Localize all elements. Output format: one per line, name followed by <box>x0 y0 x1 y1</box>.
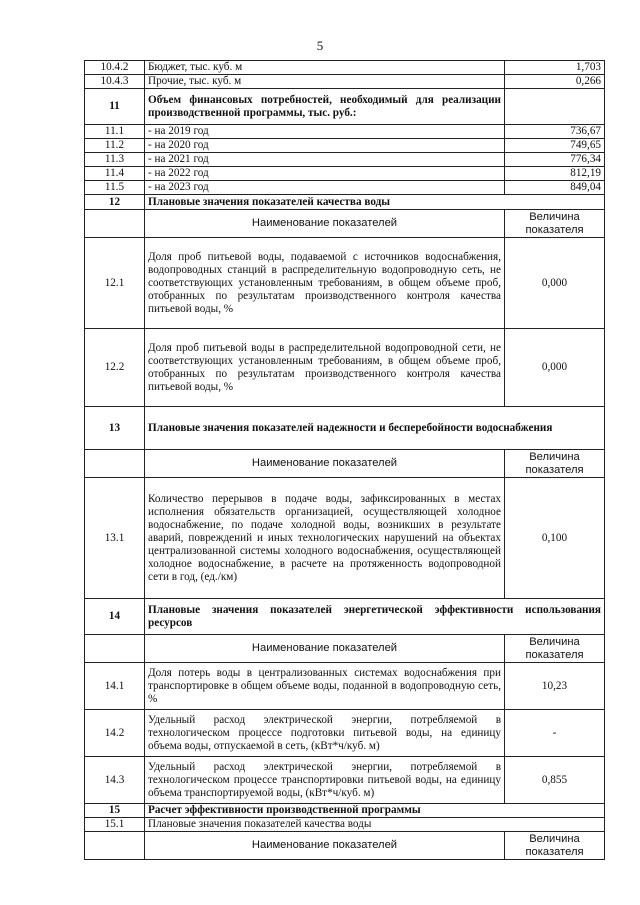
table-row <box>85 710 605 757</box>
table-row <box>85 125 605 139</box>
row-label: Плановые значения показателей качества воды <box>145 818 605 832</box>
column-header-row <box>85 635 605 663</box>
row-value: 849,04 <box>505 181 605 195</box>
column-header-name: Наименование показателей <box>145 635 505 663</box>
section-header-row <box>85 804 605 818</box>
section-number: 15 <box>85 804 145 818</box>
row-number: 11.1 <box>85 125 145 139</box>
row-value: 0,100 <box>505 478 605 599</box>
column-header-value: Величина показателя <box>505 635 605 663</box>
row-value: 1,703 <box>505 61 605 75</box>
row-label: - на 2020 год <box>145 139 505 153</box>
row-number: 15.1 <box>85 818 145 832</box>
table-row <box>85 153 605 167</box>
empty-cell <box>85 832 145 860</box>
indicators-table <box>84 60 605 860</box>
row-number: 14.1 <box>85 663 145 710</box>
page-number: 5 <box>316 38 324 53</box>
section-header-row <box>85 407 605 450</box>
section-number: 14 <box>85 599 145 635</box>
empty-cell <box>505 89 605 125</box>
column-header-value: Величина показателя <box>505 450 605 478</box>
row-value: 776,34 <box>505 153 605 167</box>
table-row <box>85 329 605 407</box>
row-number: 10.4.3 <box>85 75 145 89</box>
row-number: 14.2 <box>85 710 145 757</box>
section-number: 13 <box>85 407 145 450</box>
row-value: 736,67 <box>505 125 605 139</box>
section-header-row <box>85 89 605 125</box>
table-row <box>85 181 605 195</box>
row-label: - на 2019 год <box>145 125 505 139</box>
empty-cell <box>85 635 145 663</box>
row-text: Доля проб питьевой воды в распределительной водопроводной сети, не соответствующих установленным требованиям, в общем объеме проб, отобранных по результатам производственного контроля качества питьевой воды, % <box>145 329 505 407</box>
empty-cell <box>85 450 145 478</box>
column-header-row <box>85 210 605 238</box>
section-title: Плановые значения показателей надежности и бесперебойности водоснабжения <box>145 407 605 450</box>
table-row <box>85 818 605 832</box>
table-row <box>85 61 605 75</box>
section-title: Расчет эффективности производственной программы <box>145 804 605 818</box>
row-text: Доля потерь воды в централизованных системах водоснабжения при транспортировке в общем объеме воды, поданной в водопроводную сеть, % <box>145 663 505 710</box>
column-header-row <box>85 450 605 478</box>
row-number: 11.5 <box>85 181 145 195</box>
column-header-name: Наименование показателей <box>145 832 505 860</box>
row-label: Бюджет, тыс. куб. м <box>145 61 505 75</box>
row-text: Доля проб питьевой воды, подаваемой с источников водоснабжения, водопроводных станций в распределительную водопроводную сеть, не соответствующих установленным требованиям, в общем объеме проб, отобранных по результатам производственного контроля качества питьевой воды, % <box>145 238 505 329</box>
row-number: 12.1 <box>85 238 145 329</box>
section-number: 11 <box>85 89 145 125</box>
table-row <box>85 757 605 804</box>
row-value: 0,855 <box>505 757 605 804</box>
row-number: 10.4.2 <box>85 61 145 75</box>
table-row <box>85 75 605 89</box>
table-row <box>85 478 605 599</box>
empty-cell <box>85 210 145 238</box>
row-number: 11.4 <box>85 167 145 181</box>
row-number: 14.3 <box>85 757 145 804</box>
row-value: 812,19 <box>505 167 605 181</box>
row-number: 12.2 <box>85 329 145 407</box>
table-row <box>85 238 605 329</box>
row-label: - на 2023 год <box>145 181 505 195</box>
row-value: - <box>505 710 605 757</box>
table-row <box>85 663 605 710</box>
column-header-value: Величина показателя <box>505 832 605 860</box>
column-header-value: Величина показателя <box>505 210 605 238</box>
table-row <box>85 167 605 181</box>
row-value: 0,000 <box>505 329 605 407</box>
section-title: Плановые значения показателей энергетической эффективности использования ресурсов <box>145 599 605 635</box>
row-value: 0,266 <box>505 75 605 89</box>
section-number: 12 <box>85 195 145 210</box>
row-label: Прочие, тыс. куб. м <box>145 75 505 89</box>
row-value: 10,23 <box>505 663 605 710</box>
row-number: 13.1 <box>85 478 145 599</box>
column-header-name: Наименование показателей <box>145 210 505 238</box>
row-label: - на 2022 год <box>145 167 505 181</box>
row-value: 749,65 <box>505 139 605 153</box>
row-value: 0,000 <box>505 238 605 329</box>
row-number: 11.3 <box>85 153 145 167</box>
section-header-row <box>85 599 605 635</box>
row-number: 11.2 <box>85 139 145 153</box>
column-header-name: Наименование показателей <box>145 450 505 478</box>
row-text: Удельный расход электрической энергии, потребляемой в технологическом процессе транспортировки питьевой воды, на единицу объема транспортируемой воды, (кВт*ч/куб. м) <box>145 757 505 804</box>
row-label: - на 2021 год <box>145 153 505 167</box>
table-row <box>85 139 605 153</box>
row-text: Количество перерывов в подаче воды, зафиксированных в местах исполнения обязательств организацией, осуществляющей холодное водоснабжение, по подаче холодной воды, возникших в результате аварий, повреждений и иных технологических нарушений на объектах централизованной системы холодного водоснабжения, осуществляющей холодное водоснабжение, в расчете на протяженность водопроводной сети в год, (ед./км) <box>145 478 505 599</box>
section-title: Плановые значения показателей качества воды <box>145 195 605 210</box>
row-text: Удельный расход электрической энергии, потребляемой в технологическом процессе подготовки питьевой воды, на единицу объема воды, отпускаемой в сеть, (кВт*ч/куб. м) <box>145 710 505 757</box>
section-title: Объем финансовых потребностей, необходимый для реализации производственной программы, тыс. руб.: <box>145 89 505 125</box>
column-header-row <box>85 832 605 860</box>
section-header-row <box>85 195 605 210</box>
